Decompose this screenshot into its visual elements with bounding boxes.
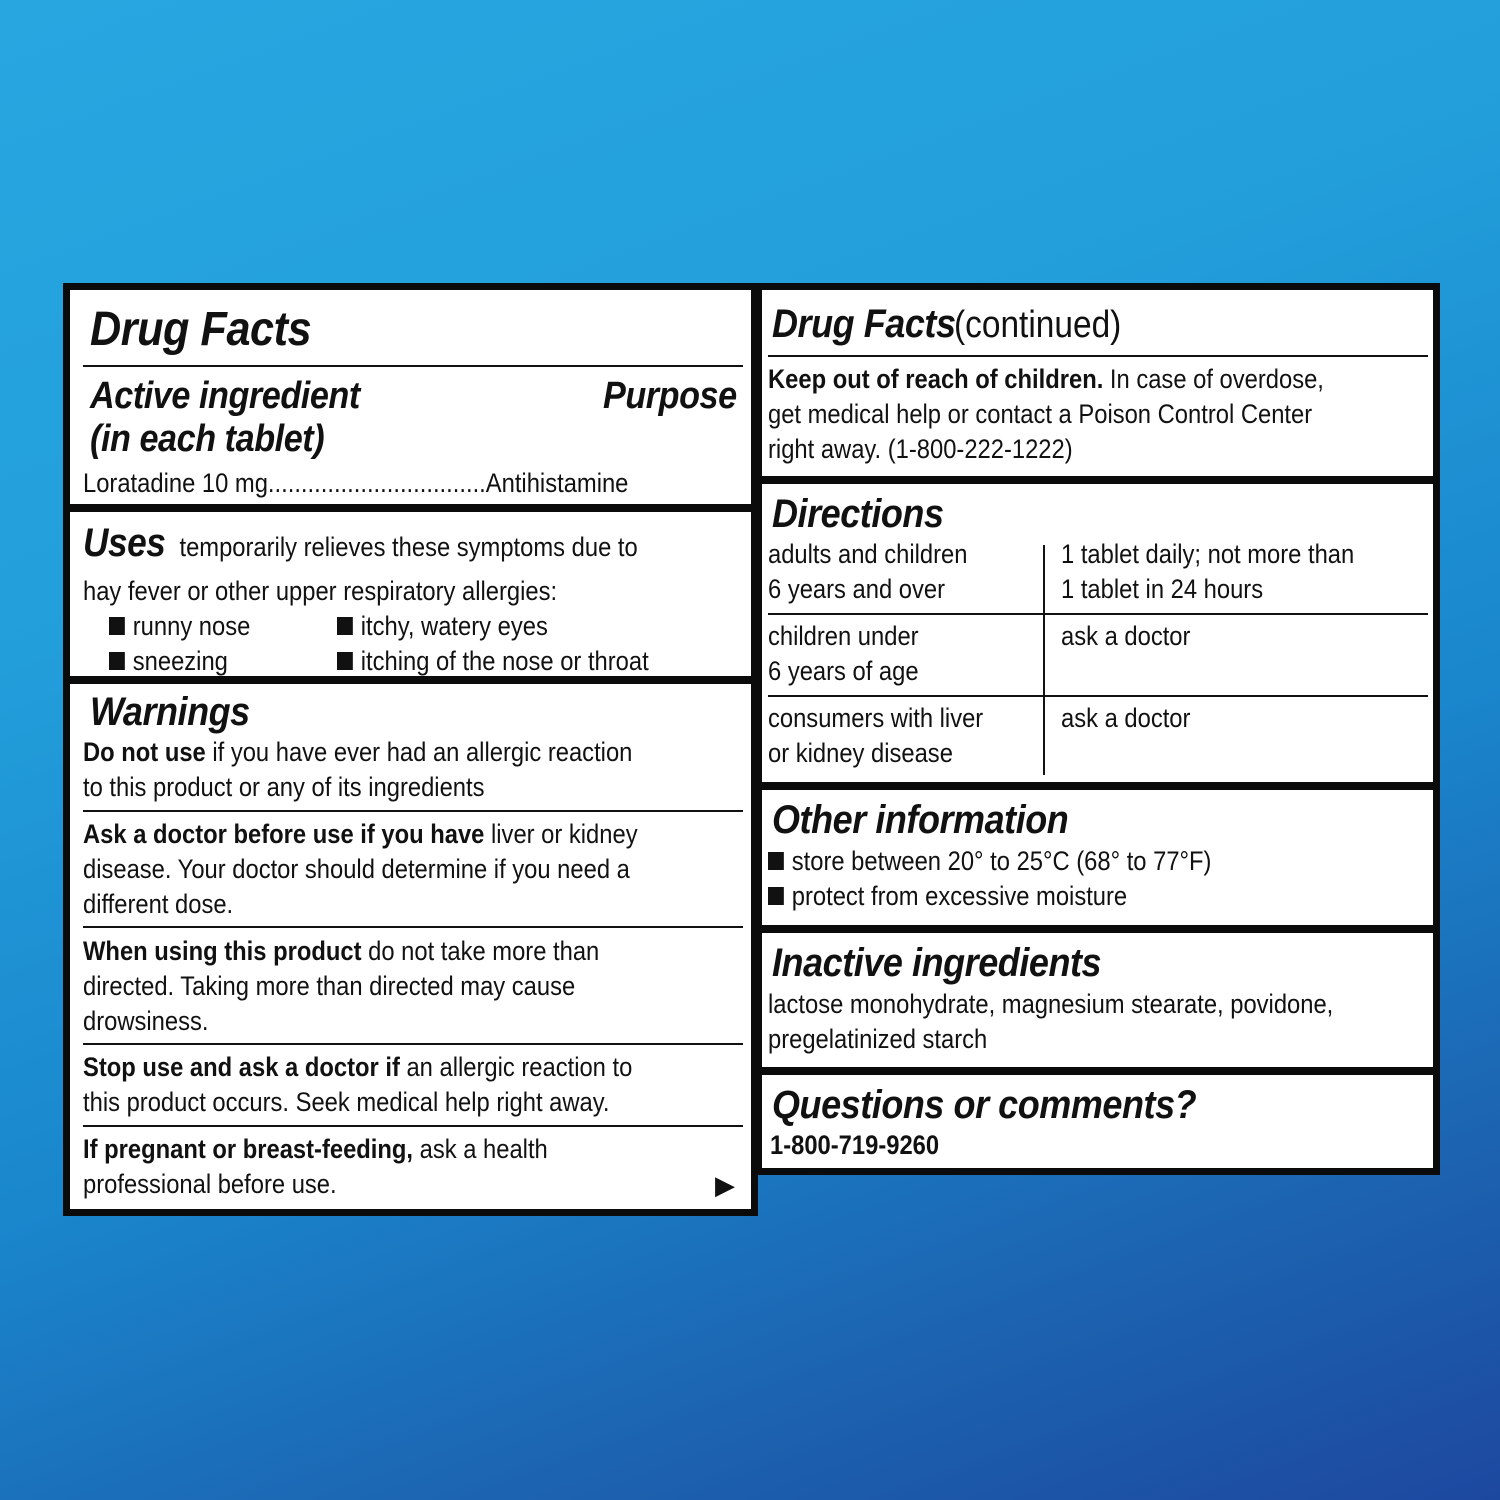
warning-rule xyxy=(83,926,743,928)
warning-rule xyxy=(83,1125,743,1127)
drug-facts-right-panel xyxy=(755,283,1440,1175)
ask-doctor-line-1: Ask a doctor before use if you have liver or kidney xyxy=(83,819,638,849)
inactive-ingredients-line-1: lactose monohydrate, magnesium stearate, povidone, xyxy=(768,989,1334,1019)
questions-heading: Questions or comments? xyxy=(772,1083,1197,1127)
bullet-icon xyxy=(109,617,125,635)
continue-arrow-icon: ▶ xyxy=(715,1170,735,1200)
inactive-ingredients-line-2: pregelatinized starch xyxy=(768,1024,988,1054)
section-divider xyxy=(762,1067,1433,1075)
list-item: protect from excessive moisture xyxy=(768,879,1127,914)
when-using-line-2: directed. Taking more than directed may cause xyxy=(83,971,576,1001)
table-cell: or kidney disease xyxy=(768,738,953,768)
table-cell: ask a doctor xyxy=(1061,703,1191,733)
list-item: runny nose xyxy=(109,609,250,644)
title-rule xyxy=(768,355,1428,357)
continued-title xyxy=(772,302,1166,347)
drug-facts-title: Drug Facts xyxy=(772,302,956,346)
bullet-icon xyxy=(109,652,125,670)
bullet-icon xyxy=(768,852,784,870)
uses-line-1 xyxy=(83,521,638,565)
table-cell: 1 tablet in 24 hours xyxy=(1061,574,1264,604)
table-row-divider xyxy=(768,695,1428,697)
questions-phone: 1-800-719-9260 xyxy=(770,1130,940,1160)
table-cell: adults and children xyxy=(768,539,968,569)
title-rule xyxy=(83,365,743,367)
bullet-icon xyxy=(768,887,784,905)
warnings-heading: Warnings xyxy=(90,690,250,734)
when-using-line-3: drowsiness. xyxy=(83,1006,209,1036)
table-cell: 1 tablet daily; not more than xyxy=(1061,539,1355,569)
bullet-icon xyxy=(337,617,353,635)
pregnant-line-2: professional before use. xyxy=(83,1169,337,1199)
active-ingredient-subheading: (in each tablet) xyxy=(90,418,325,460)
continued-label: (continued) xyxy=(953,304,1122,346)
uses-line-2: hay fever or other upper respiratory allergies: xyxy=(83,576,558,606)
warning-rule xyxy=(83,1043,743,1045)
drug-facts-title: Drug Facts xyxy=(90,303,312,356)
ask-doctor-line-3: different dose. xyxy=(83,889,234,919)
table-column-divider xyxy=(1043,545,1045,775)
keep-out-line-2: get medical help or contact a Poison Control Center xyxy=(768,399,1313,429)
active-ingredient-heading: Active ingredient xyxy=(90,375,360,417)
table-cell: ask a doctor xyxy=(1061,621,1191,651)
list-item: store between 20° to 25°C (68° to 77°F) xyxy=(768,844,1211,879)
pregnant-line-1: If pregnant or breast-feeding, ask a health xyxy=(83,1134,548,1164)
table-cell: 6 years and over xyxy=(768,574,945,604)
keep-out-line-1: Keep out of reach of children. In case of overdose, xyxy=(768,364,1324,394)
directions-table xyxy=(768,535,1428,775)
list-item: sneezing xyxy=(109,644,228,679)
table-cell: consumers with liver xyxy=(768,703,984,733)
drug-facts-left-panel xyxy=(63,283,758,1216)
do-not-use-line-2: to this product or any of its ingredients xyxy=(83,772,485,802)
uses-heading: Uses xyxy=(83,521,166,565)
keep-out-line-3: right away. (1-800-222-1222) xyxy=(768,434,1073,464)
table-row-divider xyxy=(768,613,1428,615)
section-divider xyxy=(762,925,1433,933)
table-cell: 6 years of age xyxy=(768,656,919,686)
section-divider xyxy=(762,476,1433,484)
uses-text-1: temporarily relieves these symptoms due to xyxy=(179,532,638,562)
list-item: itchy, watery eyes xyxy=(337,609,548,644)
list-item: itching of the nose or throat xyxy=(337,644,649,679)
stop-use-line-1: Stop use and ask a doctor if an allergic reaction to xyxy=(83,1052,633,1082)
stop-use-line-2: this product occurs. Seek medical help right away. xyxy=(83,1087,610,1117)
directions-heading: Directions xyxy=(772,492,944,536)
warning-rule xyxy=(83,810,743,812)
inactive-ingredients-heading: Inactive ingredients xyxy=(772,941,1102,985)
ingredient-line: Loratadine 10 mg.................................Antihistamine xyxy=(83,468,629,498)
purpose-heading: Purpose xyxy=(603,375,737,417)
bullet-icon xyxy=(337,652,353,670)
when-using-line-1: When using this product do not take more than xyxy=(83,936,600,966)
do-not-use-line-1: Do not use if you have ever had an allergic reaction xyxy=(83,737,633,767)
other-info-heading: Other information xyxy=(772,798,1069,842)
ask-doctor-line-2: disease. Your doctor should determine if you need a xyxy=(83,854,630,884)
section-divider xyxy=(70,676,751,684)
table-cell: children under xyxy=(768,621,919,651)
section-divider xyxy=(762,782,1433,790)
section-divider xyxy=(70,504,751,512)
